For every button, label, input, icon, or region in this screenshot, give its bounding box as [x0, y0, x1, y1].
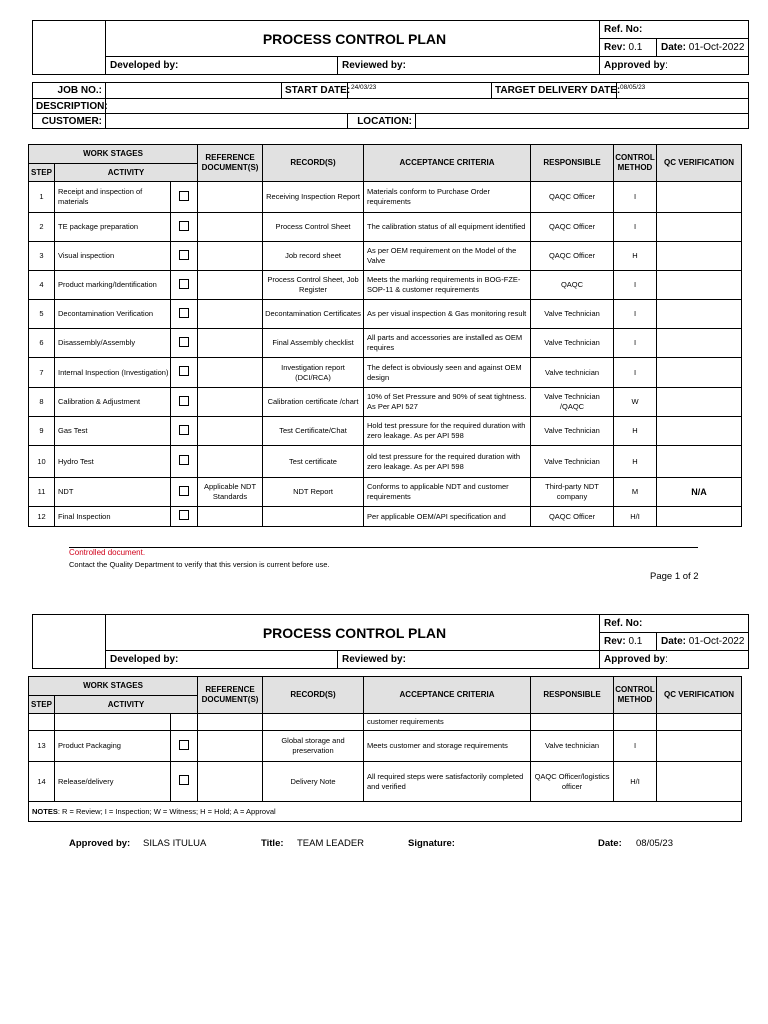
- criteria-cell: As per OEM requirement on the Model of the Valve: [364, 242, 531, 271]
- qc-verification-cell[interactable]: [657, 329, 742, 358]
- header-block-page1: [32, 20, 749, 75]
- responsible-cell: QAQC Officer/logistics officer: [531, 762, 614, 802]
- criteria-cell: Meets the marking requirements in BOG-FZE-SOP-11 & customer requirements: [364, 271, 531, 300]
- reviewed-by-cell: Reviewed by:: [338, 57, 600, 75]
- record-cell: Process Control Sheet: [263, 213, 364, 242]
- control-method-cell: I: [614, 182, 657, 213]
- table-row: [29, 329, 742, 358]
- control-method-cell: I: [614, 731, 657, 762]
- step-checkbox[interactable]: [179, 337, 189, 347]
- footer-rule: [69, 547, 698, 548]
- responsible-header: RESPONSIBLE: [531, 677, 614, 714]
- developed-by-cell: Developed by:: [106, 651, 338, 669]
- step-cell: 4: [29, 271, 55, 300]
- table-row: [29, 731, 742, 762]
- qc-verification-cell[interactable]: [657, 388, 742, 417]
- record-cell: Test certificate: [263, 446, 364, 478]
- record-cell: Test Certificate/Chat: [263, 417, 364, 446]
- table-row: [29, 417, 742, 446]
- record-cell: NDT Report: [263, 478, 364, 507]
- developed-by-cell: Developed by:: [106, 57, 338, 75]
- control-header: CONTROL METHOD: [614, 677, 657, 714]
- work-stages-header: WORK STAGES: [29, 145, 198, 164]
- step-cell: 14: [29, 762, 55, 802]
- control-method-cell: [614, 714, 657, 731]
- responsible-cell: Valve Technician: [531, 417, 614, 446]
- step-cell: 1: [29, 182, 55, 213]
- qc-verification-cell[interactable]: [657, 242, 742, 271]
- step-cell: 11: [29, 478, 55, 507]
- table-row: [29, 358, 742, 388]
- reference-cell: [198, 731, 263, 762]
- control-method-cell: I: [614, 329, 657, 358]
- step-cell: 7: [29, 358, 55, 388]
- date-label: Date:: [598, 838, 622, 849]
- table-row: [29, 271, 742, 300]
- step-cell: [29, 714, 55, 731]
- checkbox-cell: [171, 213, 198, 242]
- criteria-cell: 10% of Set Pressure and 90% of seat tightness. As Per API 527: [364, 388, 531, 417]
- step-checkbox[interactable]: [179, 191, 189, 201]
- record-cell: Global storage and preservation: [263, 731, 364, 762]
- activity-cell: Receipt and inspection of materials: [55, 182, 171, 213]
- reference-cell: [198, 271, 263, 300]
- reference-cell: [198, 213, 263, 242]
- checkbox-cell: [171, 329, 198, 358]
- table-row: [29, 213, 742, 242]
- checkbox-cell: [171, 182, 198, 213]
- control-method-cell: I: [614, 358, 657, 388]
- date-value: 08/05/23: [636, 838, 673, 849]
- qc-verification-cell[interactable]: [657, 300, 742, 329]
- title-value: TEAM LEADER: [297, 838, 365, 849]
- reference-cell: [198, 300, 263, 329]
- step-checkbox[interactable]: [179, 396, 189, 406]
- qc-verification-cell[interactable]: [657, 213, 742, 242]
- checkbox-cell: [171, 271, 198, 300]
- table-row: [29, 478, 742, 507]
- step-cell: 5: [29, 300, 55, 329]
- qc-header: QC VERIFICATION: [657, 677, 742, 714]
- step-checkbox[interactable]: [179, 279, 189, 289]
- table-row: [29, 242, 742, 271]
- step-cell: 12: [29, 507, 55, 527]
- activity-header: ACTIVITY: [55, 696, 198, 714]
- activity-cell: Decontamination Verification: [55, 300, 171, 329]
- header-block-page2: [32, 614, 749, 669]
- activity-cell: [55, 714, 171, 731]
- page-number: Page 1 of 2: [650, 571, 699, 582]
- reference-cell: [198, 182, 263, 213]
- description-value[interactable]: [106, 99, 749, 114]
- responsible-cell: QAQC Officer: [531, 182, 614, 213]
- job-no-value[interactable]: [106, 83, 282, 99]
- control-method-cell: I: [614, 271, 657, 300]
- approved-by-label: Approved by:: [69, 838, 131, 849]
- activity-cell: Product Packaging: [55, 731, 171, 762]
- checkbox-cell: [171, 762, 198, 802]
- approved-by-cell: Approved by:: [600, 57, 749, 75]
- approved-by-cell: Approved by:: [600, 651, 749, 669]
- record-cell: Investigation report (DCI/RCA): [263, 358, 364, 388]
- record-cell: [263, 714, 364, 731]
- rev-cell: Rev: 0.1: [600, 633, 657, 651]
- step-header: STEP: [29, 164, 55, 182]
- qc-verification-cell[interactable]: N/A: [657, 478, 742, 507]
- record-cell: Process Control Sheet, Job Register: [263, 271, 364, 300]
- customer-value[interactable]: [106, 114, 348, 129]
- record-cell: Final Assembly checklist: [263, 329, 364, 358]
- responsible-cell: QAQC Officer: [531, 242, 614, 271]
- responsible-header: RESPONSIBLE: [531, 145, 614, 182]
- criteria-cell: old test pressure for the required duration with zero leakage. As per API 598: [364, 446, 531, 478]
- criteria-cell: Materials conform to Purchase Order requirements: [364, 182, 531, 213]
- reference-cell: [198, 358, 263, 388]
- reference-cell: Applicable NDT Standards: [198, 478, 263, 507]
- checkbox-cell: [171, 417, 198, 446]
- qc-verification-cell[interactable]: [657, 358, 742, 388]
- description-label: DESCRIPTION:: [33, 99, 106, 114]
- criteria-header: ACCEPTANCE CRITERIA: [364, 145, 531, 182]
- responsible-cell: Valve technician: [531, 731, 614, 762]
- control-method-cell: H/I: [614, 762, 657, 802]
- table-row: [29, 388, 742, 417]
- criteria-cell: Meets customer and storage requirements: [364, 731, 531, 762]
- step-checkbox[interactable]: [179, 775, 189, 785]
- step-header: STEP: [29, 696, 55, 714]
- record-cell: Decontamination Certificates: [263, 300, 364, 329]
- logo-cell: [33, 21, 106, 75]
- activity-header: ACTIVITY: [55, 164, 198, 182]
- checkbox-cell: [171, 446, 198, 478]
- location-value[interactable]: [416, 114, 749, 129]
- record-cell: Calibration certificate /chart: [263, 388, 364, 417]
- process-plan-table-page1: [28, 144, 742, 527]
- criteria-cell: As per visual inspection & Gas monitoring result: [364, 300, 531, 329]
- step-checkbox[interactable]: [179, 740, 189, 750]
- checkbox-cell: [171, 388, 198, 417]
- control-method-cell: W: [614, 388, 657, 417]
- reference-header: REFERENCE DOCUMENT(S): [198, 677, 263, 714]
- step-cell: 10: [29, 446, 55, 478]
- control-method-cell: H: [614, 446, 657, 478]
- step-checkbox[interactable]: [179, 486, 189, 496]
- logo-cell: [33, 615, 106, 669]
- date-cell: Date: 01-Oct-2022: [657, 39, 749, 57]
- activity-cell: Product marking/Identification: [55, 271, 171, 300]
- control-method-cell: H: [614, 242, 657, 271]
- step-checkbox[interactable]: [179, 425, 189, 435]
- step-cell: 9: [29, 417, 55, 446]
- reference-cell: [198, 329, 263, 358]
- responsible-cell: Third-party NDT company: [531, 478, 614, 507]
- step-cell: 8: [29, 388, 55, 417]
- start-date-value[interactable]: 24/03/23: [348, 83, 492, 99]
- control-method-cell: I: [614, 213, 657, 242]
- checkbox-cell: [171, 714, 198, 731]
- signature-label: Signature:: [408, 838, 455, 849]
- qc-header: QC VERIFICATION: [657, 145, 742, 182]
- criteria-cell: All parts and accessories are installed as OEM requires: [364, 329, 531, 358]
- records-header: RECORD(S): [263, 145, 364, 182]
- qc-verification-cell[interactable]: [657, 271, 742, 300]
- control-method-cell: I: [614, 300, 657, 329]
- reference-header: REFERENCE DOCUMENT(S): [198, 145, 263, 182]
- activity-cell: Calibration & Adjustment: [55, 388, 171, 417]
- table-row: [29, 182, 742, 213]
- step-cell: 6: [29, 329, 55, 358]
- activity-cell: Gas Test: [55, 417, 171, 446]
- activity-cell: Final Inspection: [55, 507, 171, 527]
- record-cell: Delivery Note: [263, 762, 364, 802]
- reference-cell: [198, 388, 263, 417]
- step-checkbox[interactable]: [179, 455, 189, 465]
- step-checkbox[interactable]: [179, 221, 189, 231]
- controlled-doc-label: Controlled document.: [69, 548, 146, 557]
- criteria-cell: Conforms to applicable NDT and customer requirements: [364, 478, 531, 507]
- criteria-cell: The defect is obviously seen and against OEM design: [364, 358, 531, 388]
- notes-legend: NOTES: R = Review; I = Inspection; W = Witness; H = Hold; A = Approval: [29, 802, 742, 822]
- criteria-cell: The calibration status of all equipment identified: [364, 213, 531, 242]
- qc-verification-cell[interactable]: [657, 446, 742, 478]
- step-cell: 2: [29, 213, 55, 242]
- reference-cell: [198, 417, 263, 446]
- responsible-cell: QAQC: [531, 271, 614, 300]
- responsible-cell: Valve Technician /QAQC: [531, 388, 614, 417]
- step-cell: 3: [29, 242, 55, 271]
- control-method-cell: M: [614, 478, 657, 507]
- record-cell: Job record sheet: [263, 242, 364, 271]
- reference-cell: [198, 762, 263, 802]
- criteria-header: ACCEPTANCE CRITERIA: [364, 677, 531, 714]
- responsible-cell: Valve Technician: [531, 329, 614, 358]
- page-title: PROCESS CONTROL PLAN: [106, 615, 600, 651]
- activity-cell: Disassembly/Assembly: [55, 329, 171, 358]
- plan-rows-page2: [29, 714, 742, 802]
- criteria-cell: customer requirements: [364, 714, 531, 731]
- customer-label: CUSTOMER:: [33, 114, 106, 129]
- table-row: [29, 762, 742, 802]
- ref-no-cell: Ref. No:: [600, 615, 749, 633]
- reference-cell: [198, 242, 263, 271]
- ref-no-cell: Ref. No:: [600, 21, 749, 39]
- control-header: CONTROL METHOD: [614, 145, 657, 182]
- step-checkbox[interactable]: [179, 308, 189, 318]
- checkbox-cell: [171, 300, 198, 329]
- criteria-cell: Per applicable OEM/API specification and: [364, 507, 531, 527]
- criteria-cell: All required steps were satisfactorily completed and verified: [364, 762, 531, 802]
- activity-cell: NDT: [55, 478, 171, 507]
- activity-cell: TE package preparation: [55, 213, 171, 242]
- checkbox-cell: [171, 242, 198, 271]
- reference-cell: [198, 507, 263, 527]
- start-date-label: START DATE:: [282, 83, 348, 99]
- qc-verification-cell[interactable]: [657, 507, 742, 527]
- reviewed-by-cell: Reviewed by:: [338, 651, 600, 669]
- record-cell: [263, 507, 364, 527]
- responsible-cell: Valve Technician: [531, 300, 614, 329]
- title-label: Title:: [261, 838, 284, 849]
- responsible-cell: Valve technician: [531, 358, 614, 388]
- page-title: PROCESS CONTROL PLAN: [106, 21, 600, 57]
- checkbox-cell: [171, 731, 198, 762]
- step-checkbox[interactable]: [179, 250, 189, 260]
- activity-cell: Release/delivery: [55, 762, 171, 802]
- qc-verification-cell[interactable]: [657, 762, 742, 802]
- activity-cell: Hydro Test: [55, 446, 171, 478]
- date-cell: Date: 01-Oct-2022: [657, 633, 749, 651]
- checkbox-cell: [171, 507, 198, 527]
- checkbox-cell: [171, 358, 198, 388]
- step-checkbox[interactable]: [179, 366, 189, 376]
- responsible-cell: QAQC Officer: [531, 507, 614, 527]
- control-method-cell: H: [614, 417, 657, 446]
- activity-cell: Internal Inspection (Investigation): [55, 358, 171, 388]
- approved-by-value: SILAS ITULUA: [143, 838, 207, 849]
- record-cell: Receiving Inspection Report: [263, 182, 364, 213]
- responsible-cell: QAQC Officer: [531, 213, 614, 242]
- table-row: [29, 714, 742, 731]
- table-row: [29, 507, 742, 527]
- job-info-table: [32, 82, 749, 129]
- reference-cell: [198, 714, 263, 731]
- criteria-cell: Hold test pressure for the required duration with zero leakage. As per API 598: [364, 417, 531, 446]
- activity-cell: Visual inspection: [55, 242, 171, 271]
- target-date-value[interactable]: 08/05/23: [617, 83, 749, 99]
- controlled-doc-note: Contact the Quality Department to verify that this version is current before use.: [69, 560, 330, 569]
- checkbox-cell: [171, 478, 198, 507]
- qc-verification-cell[interactable]: [657, 182, 742, 213]
- table-row: [29, 446, 742, 478]
- rev-cell: Rev: 0.1: [600, 39, 657, 57]
- qc-verification-cell[interactable]: [657, 731, 742, 762]
- records-header: RECORD(S): [263, 677, 364, 714]
- plan-rows-page1: [29, 182, 742, 527]
- location-label: LOCATION:: [348, 114, 416, 129]
- step-cell: 13: [29, 731, 55, 762]
- target-date-label: TARGET DELIVERY DATE:: [492, 83, 617, 99]
- reference-cell: [198, 446, 263, 478]
- control-method-cell: H/I: [614, 507, 657, 527]
- table-row: [29, 300, 742, 329]
- qc-verification-cell[interactable]: [657, 417, 742, 446]
- responsible-cell: Valve Technician: [531, 446, 614, 478]
- responsible-cell: [531, 714, 614, 731]
- qc-verification-cell[interactable]: [657, 714, 742, 731]
- process-plan-table-page2: [28, 676, 742, 822]
- step-checkbox[interactable]: [179, 510, 189, 520]
- job-no-label: JOB NO.:: [33, 83, 106, 99]
- work-stages-header: WORK STAGES: [29, 677, 198, 696]
